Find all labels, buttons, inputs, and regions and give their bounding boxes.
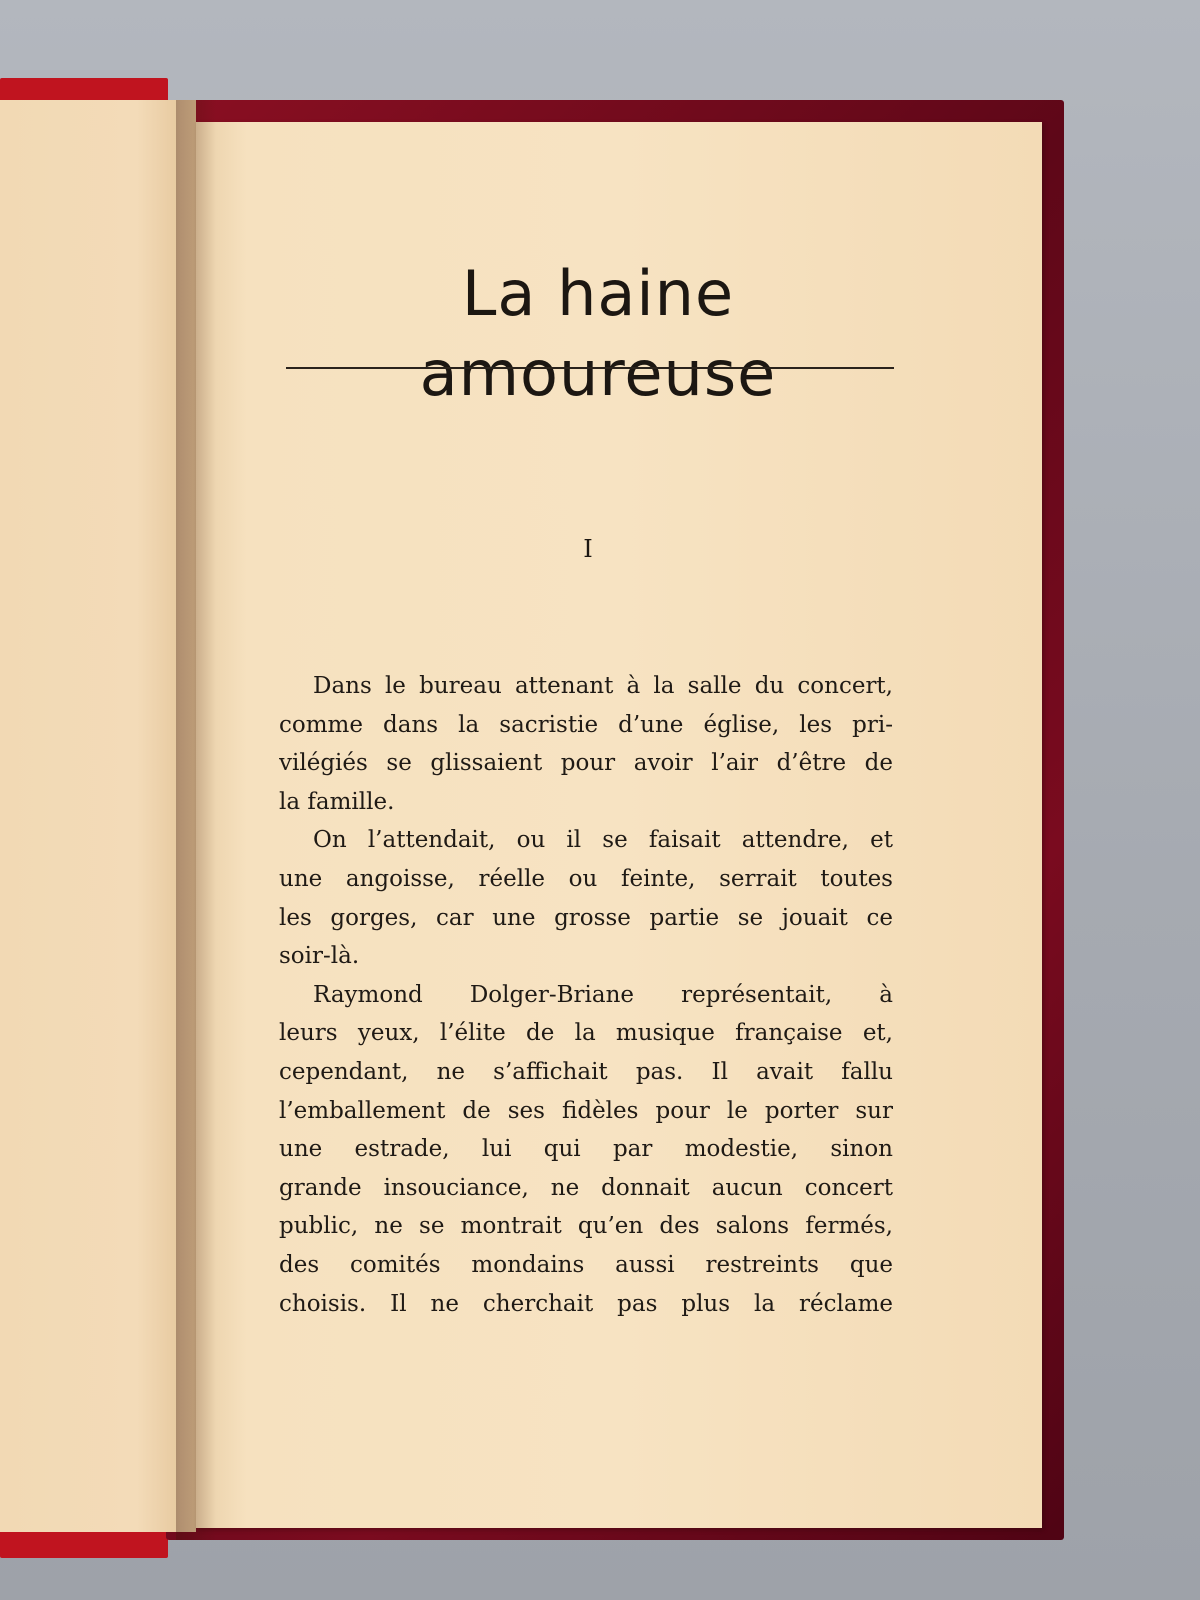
- text-line: la famille.: [279, 788, 395, 815]
- text-line: vilégiés se glissaient pour avoir l’air d’être de: [279, 750, 893, 777]
- spine-shadow: [176, 100, 216, 1540]
- text-line: soir-là.: [279, 943, 360, 970]
- chapter-number: I: [583, 535, 593, 563]
- left-page: [0, 100, 196, 1532]
- text-line: leurs yeux, l’élite de la musique française et,: [279, 1020, 893, 1047]
- text-line: On l’attendait, ou il se faisait attendre, et: [313, 827, 893, 854]
- text-line: l’emballement de ses fidèles pour le porter sur: [279, 1097, 893, 1124]
- text-line: grande insouciance, ne donnait aucun concert: [279, 1174, 893, 1201]
- text-line: des comités mondains aussi restreints que: [279, 1251, 893, 1278]
- text-line: Dans le bureau attenant à la salle du concert,: [313, 673, 893, 699]
- text-line: Raymond Dolger-Briane représentait, à: [313, 981, 893, 1008]
- text-line: une estrade, lui qui par modestie, sinon: [279, 1136, 893, 1163]
- book-title: La haine amoureuse: [419, 257, 777, 410]
- text-line: choisis. Il ne cherchait pas plus la réclame: [279, 1290, 893, 1317]
- text-line: public, ne se montrait qu’en des salons fermés,: [279, 1213, 893, 1240]
- text-line: comme dans la sacristie d’une église, les pri-: [279, 711, 893, 738]
- text-line: une angoisse, réelle ou feinte, serrait toutes: [279, 865, 893, 892]
- text-line: cependant, ne s’affichait pas. Il avait fallu: [279, 1058, 893, 1085]
- title-rule: [286, 367, 894, 369]
- body-text: [279, 667, 893, 1323]
- text-line: les gorges, car une grosse partie se jouait ce: [279, 904, 893, 931]
